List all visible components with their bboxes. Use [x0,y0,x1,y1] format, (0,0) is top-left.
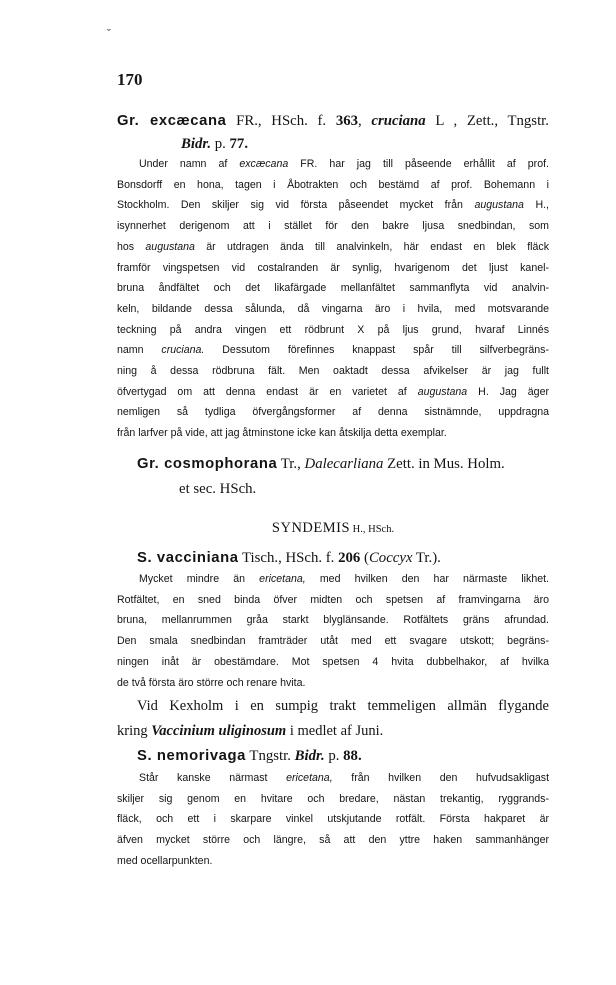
species-heading-cosmophorana: Gr. cosmophorana Tr., Dalecarliana Zett. in Mus. Holm. et sec. HSch. [137,456,505,497]
genus-name: SYNDEMIS [271,520,351,536]
locality-vacciniana: Vid Kexholm i en sumpig trakt temmeligen allmän flygande kring Vaccinium uliginosum i medlet af Juni. [117,698,549,739]
species-name: nemorivaga [156,748,246,764]
species-name: excæcana [150,113,227,129]
species-name: cosmophorana [164,456,278,472]
description-nemorivaga: Står kanske närmast ericetana, från hvilken den hufvudsakligast skiljer sig genom en hvitare och bredare, nästan trekantig, ryggrands- fläck, och ett i skarpare vinkel utskjutande rotfält. Första hakparet är äfven mycket större och längre, så att den yttre haken sammanhänger med ocellarpunkten. [117,772,550,867]
genus-heading: SYNDEMIS H., HSch. [271,520,395,536]
species-heading-nemorivaga: S. nemorivaga Tngstr. Bidr. p. 88. [137,748,362,764]
corner-mark: ˘ [106,26,110,40]
species-name: vacciniana [156,550,239,566]
species-heading-excaecana: Gr. excæcana FR., HSch. f. 363, cruciana L , Zett., Tngstr. Bidr. p. 77. [117,113,549,152]
description-excaecana: Under namn af excæcana FR. har jag till påseende erhållit af prof. Bonsdorff en hona, tagen i Åbotrakten och bestämd af prof. Bohemann i Stockholm. Den skiljer sig vid första påseendet mycket från augustana H., isynnerhet derigenom att i stället för den bakre ljusa snedbindan, som hos augustana är utdragen ända till analvinkeln, här endast en blek fläck framför vingspetsen vid costalranden är synlig, hvarigenom det ljust kanel- bruna åndfältet och det likafärgade mellanfältet sammanflyta vid analvin- keln, bildande dessa sålunda, då vingarna äro i hvila, med motsvarande teckning på andra vingen ett rödbrunt X på ljus grund, hvaraf Linnés namn cruciana. Dessutom förefinnes knappast spår till silfverbegräns- ning å dessa rödbruna fält. Men oaktadt dessa afvikelser är jag fullt öfvertygad om att denna endast är en varietet af augustana H. Jag äger nemligen så tydliga öfvergångsformer af denna sistnämnde, uppdragna från larfver på vide, att jag åtminstone icke kan åtskilja detta exemplar. [117,158,549,440]
description-vacciniana: Mycket mindre än ericetana, med hvilken den har närmaste likhet. Rotfältet, en sned binda öfver midten och spetsen af framvingarna äro bruna, mellanrummen gråa starkt blyglänsande. Rotfältets gräns afrundad. Den smala snedbindan framträder utåt med ett svagare utskott; begräns- ningen inåt är obestämdare. Mot spetsen 4 hvita dubbelhakor, af hvilka de två första äro större och renare hvita. [117,573,549,689]
species-heading-vacciniana: S. vacciniana Tisch., HSch. f. 206 (Coccyx Tr.). [137,550,441,566]
page-number: 170 [117,70,143,89]
